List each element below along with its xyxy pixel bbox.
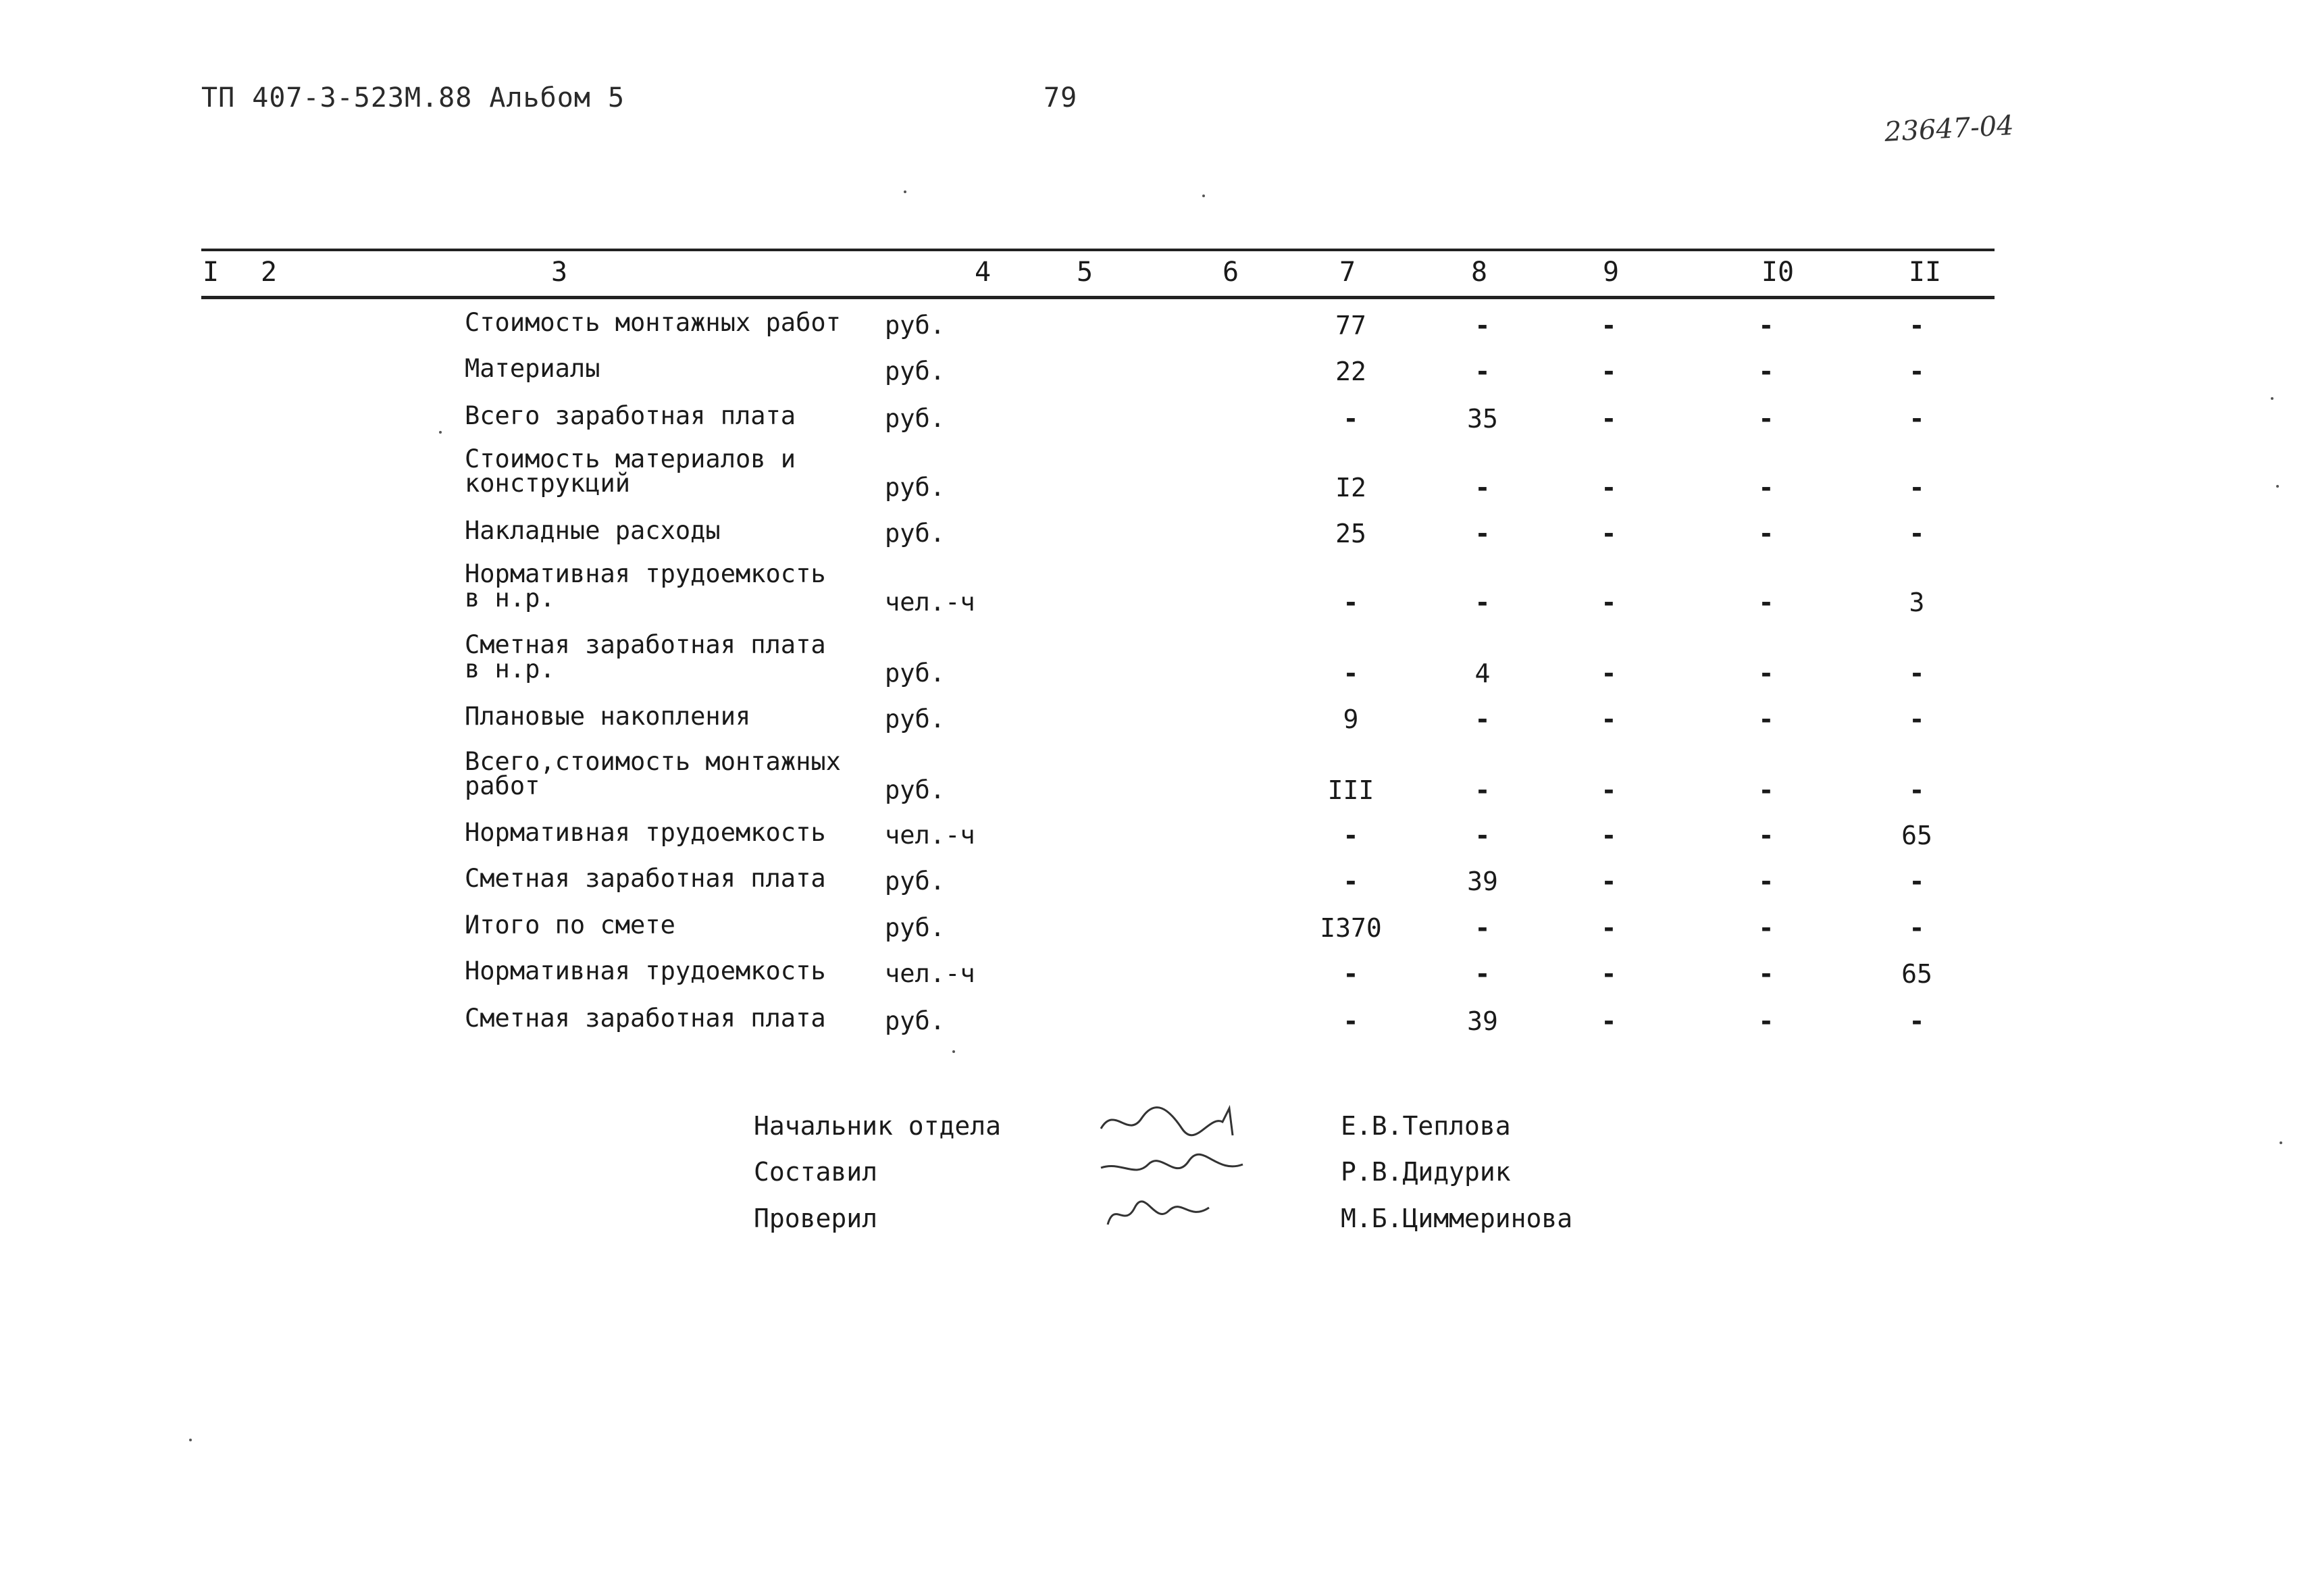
row-name: Сметная заработная плата: [465, 864, 826, 893]
column-number: 8: [1470, 257, 1488, 288]
cell-col-10: -: [1758, 821, 1774, 850]
column-number: 5: [1076, 257, 1094, 288]
row-name: Всего заработная плата: [465, 401, 796, 430]
cell-col-10: -: [1758, 913, 1774, 943]
signature-name: Р.В.Дидурик: [1341, 1157, 1511, 1187]
row-name: Нормативная трудоемкость: [465, 956, 826, 985]
cell-col-9: -: [1601, 1006, 1617, 1036]
cell-col-8: -: [1474, 357, 1491, 386]
cell-col-11: 65: [1901, 821, 1932, 850]
scan-speck: [904, 190, 906, 193]
scan-speck: [2271, 397, 2273, 400]
cell-col-10: -: [1758, 1006, 1774, 1036]
cell-col-11: -: [1909, 704, 1925, 734]
column-number: 9: [1602, 257, 1620, 288]
cell-col-7: -: [1343, 1006, 1359, 1036]
row-unit: руб.: [885, 775, 946, 804]
cell-col-8: 39: [1467, 1006, 1498, 1036]
cell-col-9: -: [1601, 311, 1617, 340]
signature-name: Е.В.Теплова: [1341, 1111, 1511, 1141]
scan-speck: [189, 1439, 192, 1441]
cell-col-10: -: [1758, 867, 1774, 896]
row-unit: руб.: [885, 357, 946, 386]
cell-col-9: -: [1601, 473, 1617, 503]
stamp-number: 23647-04: [1883, 110, 2015, 148]
cell-col-11: -: [1909, 473, 1925, 503]
row-unit: руб.: [885, 1006, 946, 1035]
cell-col-7: 25: [1335, 519, 1366, 548]
cell-col-7: I2: [1335, 473, 1366, 503]
cell-col-7: -: [1343, 588, 1359, 617]
column-number: 3: [550, 257, 568, 288]
column-number: 6: [1222, 257, 1239, 288]
cell-col-9: -: [1601, 867, 1617, 896]
cell-col-11: -: [1909, 1006, 1925, 1036]
cell-col-9: -: [1601, 519, 1617, 548]
row-name: Стоимость материалов и конструкций: [465, 444, 796, 498]
cell-col-9: -: [1601, 404, 1617, 434]
cell-col-8: -: [1474, 821, 1491, 850]
column-number: I: [202, 257, 220, 288]
cell-col-8: -: [1474, 311, 1491, 340]
row-unit: руб.: [885, 867, 946, 896]
cell-col-8: -: [1474, 588, 1491, 617]
cell-col-10: -: [1758, 519, 1774, 548]
cell-col-9: -: [1601, 357, 1617, 386]
document-code: ТП 407-3-523М.88 Альбом 5: [201, 82, 625, 113]
cell-col-7: -: [1343, 659, 1359, 688]
cell-col-7: -: [1343, 821, 1359, 850]
cell-col-9: -: [1601, 659, 1617, 688]
signature-role: Начальник отдела: [754, 1111, 1002, 1141]
cell-col-10: -: [1758, 473, 1774, 503]
cell-col-7: 22: [1335, 357, 1366, 386]
column-number: 4: [974, 257, 992, 288]
table-top-rule: [201, 249, 1995, 251]
cell-col-10: -: [1758, 588, 1774, 617]
cell-col-8: 35: [1467, 404, 1498, 434]
row-unit: руб.: [885, 704, 946, 733]
row-unit: руб.: [885, 311, 946, 340]
row-unit: чел.-ч: [885, 959, 975, 988]
signature-role: Составил: [754, 1157, 878, 1187]
cell-col-8: 39: [1467, 867, 1498, 896]
cell-col-10: -: [1758, 357, 1774, 386]
cell-col-10: -: [1758, 775, 1774, 805]
column-number: II: [1908, 257, 1942, 288]
row-name: Сметная заработная плата в н.р.: [465, 630, 826, 684]
cell-col-11: -: [1909, 775, 1925, 805]
row-name: Всего,стоимость монтажных работ: [465, 747, 841, 800]
column-number: 7: [1339, 257, 1356, 288]
cell-col-9: -: [1601, 775, 1617, 805]
cell-col-7: 9: [1343, 704, 1359, 734]
cell-col-11: 3: [1909, 588, 1925, 617]
row-name: Сметная заработная плата: [465, 1004, 826, 1033]
cell-col-8: -: [1474, 704, 1491, 734]
column-number: 2: [260, 257, 278, 288]
table-header-rule: [201, 296, 1995, 299]
row-name: Итого по смете: [465, 910, 675, 939]
row-unit: руб.: [885, 404, 946, 433]
handwritten-signature: [1094, 1148, 1263, 1188]
page-number: 79: [1044, 82, 1078, 113]
row-name: Накладные расходы: [465, 516, 721, 545]
row-name: Нормативная трудоемкость в н.р.: [465, 559, 826, 613]
row-name: Нормативная трудоемкость: [465, 818, 826, 847]
cell-col-8: -: [1474, 519, 1491, 548]
cell-col-8: -: [1474, 959, 1491, 989]
cell-col-9: -: [1601, 704, 1617, 734]
cell-col-9: -: [1601, 913, 1617, 943]
cell-col-9: -: [1601, 588, 1617, 617]
row-unit: руб.: [885, 519, 946, 548]
scan-speck: [952, 1050, 955, 1053]
cell-col-9: -: [1601, 821, 1617, 850]
scan-speck: [1202, 195, 1205, 197]
cell-col-7: III: [1327, 775, 1374, 805]
cell-col-11: -: [1909, 357, 1925, 386]
scan-speck: [2280, 1141, 2282, 1144]
row-name: Плановые накопления: [465, 702, 751, 731]
cell-col-11: -: [1909, 913, 1925, 943]
cell-col-10: -: [1758, 404, 1774, 434]
signature-role: Проверил: [754, 1204, 878, 1233]
cell-col-11: -: [1909, 659, 1925, 688]
cell-col-8: -: [1474, 913, 1491, 943]
cell-col-11: 65: [1901, 959, 1932, 989]
cell-col-9: -: [1601, 959, 1617, 989]
cell-col-7: I370: [1320, 913, 1382, 943]
row-unit: руб.: [885, 473, 946, 502]
handwritten-signature: [1094, 1194, 1263, 1235]
cell-col-8: -: [1474, 473, 1491, 503]
cell-col-10: -: [1758, 704, 1774, 734]
column-number: I0: [1761, 257, 1795, 288]
cell-col-7: -: [1343, 867, 1359, 896]
row-unit: руб.: [885, 659, 946, 688]
handwritten-signature: [1094, 1102, 1263, 1142]
cell-col-7: 77: [1335, 311, 1366, 340]
cell-col-11: -: [1909, 867, 1925, 896]
row-unit: чел.-ч: [885, 821, 975, 850]
scan-speck: [2276, 485, 2279, 488]
cell-col-11: -: [1909, 519, 1925, 548]
cell-col-7: -: [1343, 959, 1359, 989]
row-unit: чел.-ч: [885, 588, 975, 617]
cell-col-11: -: [1909, 404, 1925, 434]
cell-col-8: -: [1474, 775, 1491, 805]
cell-col-10: -: [1758, 959, 1774, 989]
cell-col-10: -: [1758, 659, 1774, 688]
row-name: Стоимость монтажных работ: [465, 308, 841, 337]
row-unit: руб.: [885, 913, 946, 942]
cell-col-10: -: [1758, 311, 1774, 340]
cell-col-11: -: [1909, 311, 1925, 340]
cell-col-8: 4: [1474, 659, 1491, 688]
signature-name: М.Б.Циммеринова: [1341, 1204, 1573, 1233]
row-name: Материалы: [465, 354, 600, 383]
scan-speck: [439, 431, 442, 434]
cell-col-7: -: [1343, 404, 1359, 434]
